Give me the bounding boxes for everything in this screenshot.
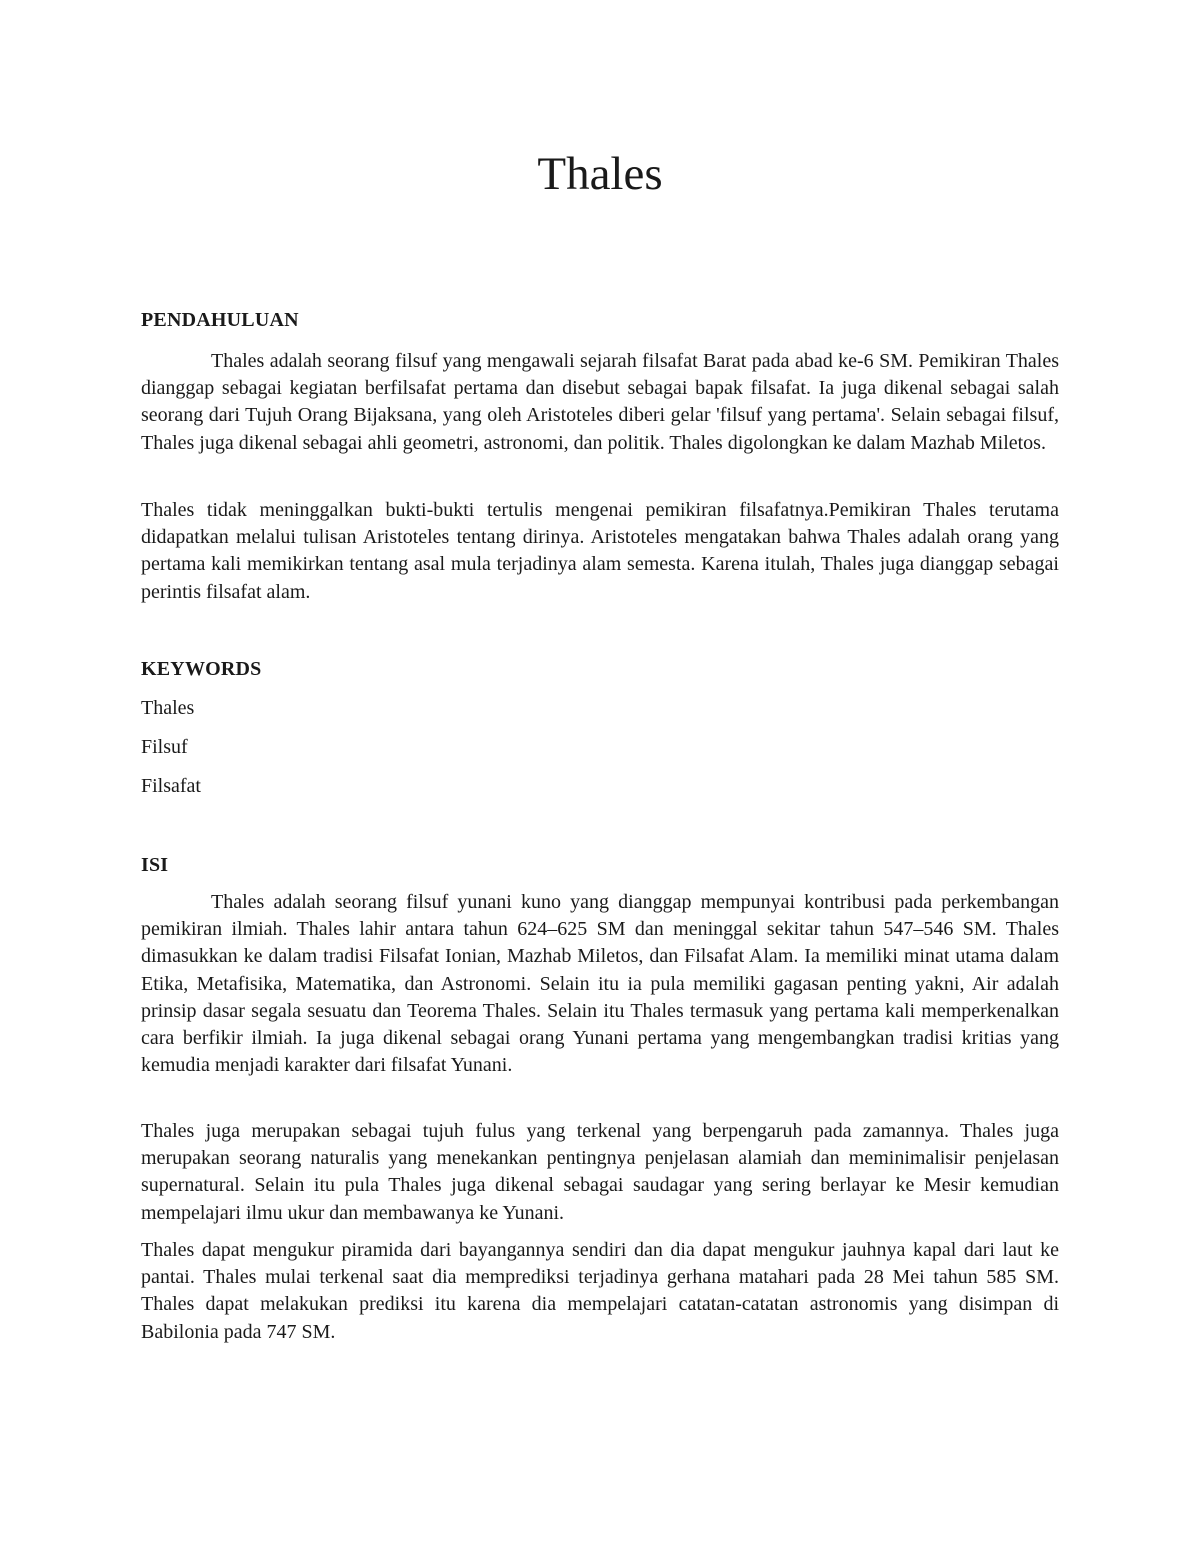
document-title: Thales — [537, 148, 663, 200]
pendahuluan-paragraph-1: Thales adalah seorang filsuf yang mengawali sejarah filsafat Barat pada abad ke-6 SM. Pemikiran Thales dianggap sebagai kegiatan berfilsafat pertama dan disebut sebagai bapak filsafat. Ia juga dikenal sebagai salah seorang dari Tujuh Orang Bijaksana, yang oleh Aristoteles diberi gelar 'filsuf yang pertama'. Selain sebagai filsuf, Thales juga dikenal sebagai ahli geometri, astronomi, dan politik. Thales digolongkan ke dalam Mazhab Miletos. — [141, 350, 1059, 454]
keyword-item: Filsuf — [141, 736, 188, 758]
keyword-item: Thales — [141, 697, 195, 719]
section-heading-pendahuluan: PENDAHULUAN — [141, 309, 299, 331]
isi-paragraph-1: Thales adalah seorang filsuf yunani kuno yang dianggap mempunyai kontribusi pada perkembangan pemikiran ilmiah. Thales lahir antara tahun 624–625 SM dan meninggal sekitar tahun 547–546 SM. Thales dimasukkan ke dalam tradisi Filsafat Ionian, Mazhab Miletos, dan Filsafat Alam. Ia memiliki minat utama dalam Etika, Metafisika, Matematika, dan Astronomi. Selain itu ia pula memiliki gagasan penting yakni, Air adalah prinsip dasar segala sesuatu dan Teorema Thales. Selain itu Thales termasuk yang pertama kali memperkenalkan cara berfikir ilmiah. Ia juga dikenal sebagai orang Yunani pertama yang mengembangkan tradisi kritias yang kemudia menjadi karakter dari filsafat Yunani. — [141, 891, 1059, 1077]
isi-paragraph-2: Thales juga merupakan sebagai tujuh fulus yang terkenal yang berpengaruh pada zamannya. Thales juga merupakan seorang naturalis yang menekankan pentingnya penjelasan alamiah dan meminimalisir penjelasan supernatural. Selain itu pula Thales juga dikenal sebagai saudagar yang sering berlayar ke Mesir kemudian mempelajari ilmu ukur dan membawanya ke Yunani. — [141, 1120, 1059, 1224]
section-heading-isi: ISI — [141, 854, 169, 876]
isi-paragraph-3: Thales dapat mengukur piramida dari bayangannya sendiri dan dia dapat mengukur jauhnya kapal dari laut ke pantai. Thales mulai terkenal saat dia memprediksi terjadinya gerhana matahari pada 28 Mei tahun 585 SM. Thales dapat melakukan prediksi itu karena dia mempelajari catatan-catatan astronomis yang disimpan di Babilonia pada 747 SM. — [141, 1239, 1059, 1343]
keyword-item: Filsafat — [141, 775, 201, 797]
section-heading-keywords: KEYWORDS — [141, 658, 262, 680]
pendahuluan-paragraph-2: Thales tidak meninggalkan bukti-bukti tertulis mengenai pemikiran filsafatnya.Pemikiran Thales terutama didapatkan melalui tulisan Aristoteles tentang dirinya. Aristoteles mengatakan bahwa Thales adalah orang yang pertama kali memikirkan tentang asal mula terjadinya alam semesta. Karena itulah, Thales juga dianggap sebagai perintis filsafat alam. — [141, 499, 1059, 603]
